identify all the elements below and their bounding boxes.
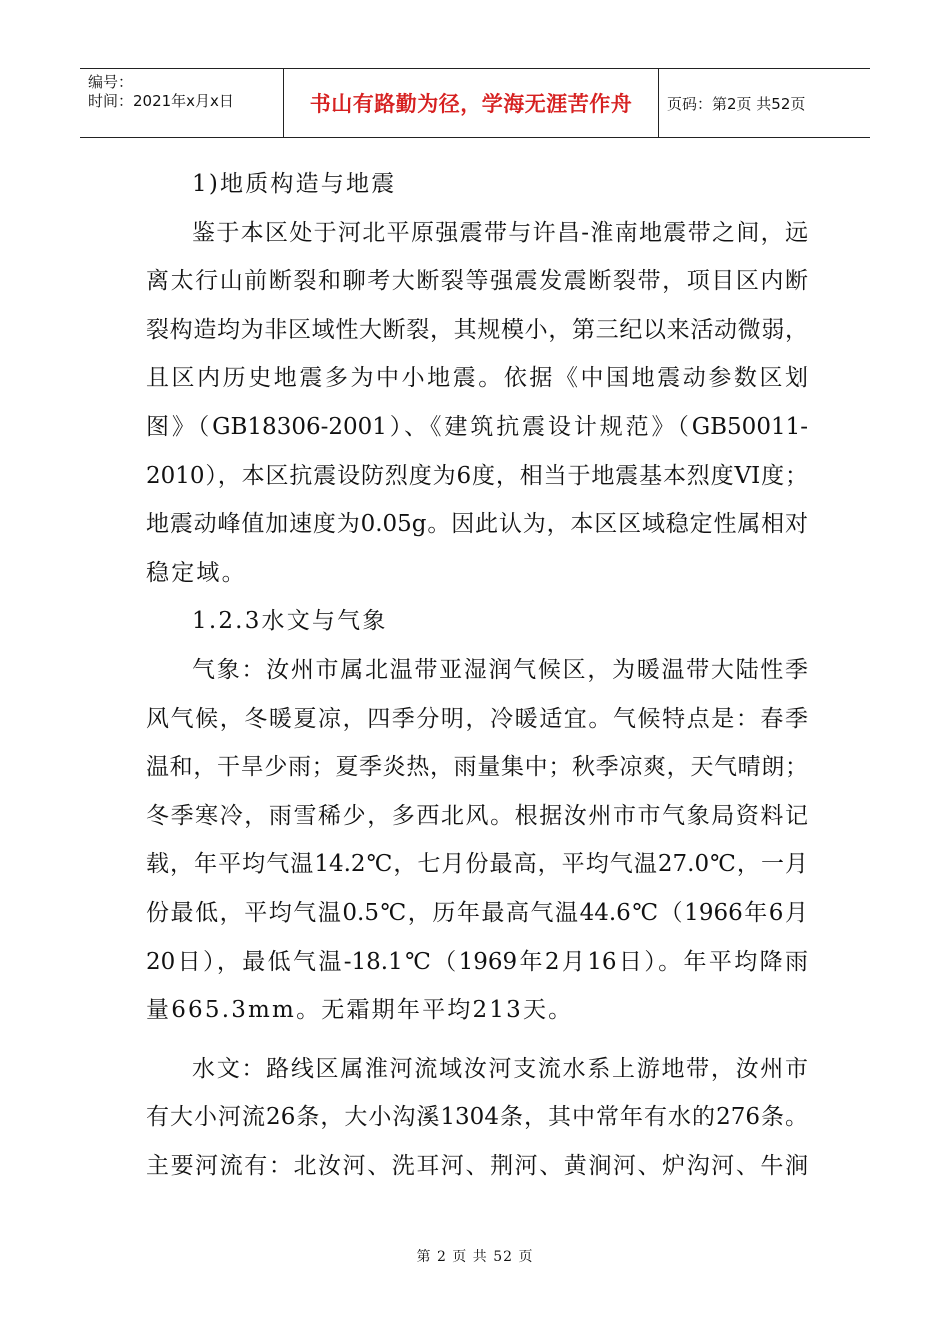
paragraph-line: 水文：路线区属淮河流域汝河支流水系上游地带，汝州市 — [192, 1055, 808, 1082]
page-footer: 第 2 页 共 52 页 — [416, 1249, 534, 1265]
paragraph-line: 份最低，平均气温0.5℃，历年最高气温44.6℃（1966年6月 — [146, 899, 808, 926]
paragraph-line: 且区内历史地震多为中小地震。依据《中国地震动参数区划 — [146, 365, 808, 392]
header-page-info: 页码：第2页 共52页 — [667, 94, 806, 113]
paragraph-line: 主要河流有：北汝河、洗耳河、荆河、黄涧河、炉沟河、牛涧 — [146, 1152, 808, 1179]
paragraph-line: 2010），本区抗震设防烈度为6度，相当于地震基本烈度VI度； — [146, 462, 808, 489]
paragraph-line: 气象：汝州市属北温带亚湿润气候区，为暖温带大陆性季 — [192, 656, 808, 683]
time-label: 时间：2021年x月x日 — [88, 92, 234, 110]
paragraph-line: 鉴于本区处于河北平原强震带与许昌-淮南地震带之间，远 — [192, 219, 808, 246]
paragraph-line: 离太行山前断裂和聊考大断裂等强震发震断裂带，项目区内断 — [146, 268, 808, 295]
paragraph-line: 裂构造均为非区域性大断裂，其规模小，第三纪以来活动微弱， — [146, 316, 808, 343]
paragraph-line: 温和，干旱少雨；夏季炎热，雨量集中；秋季凉爽，天气晴朗； — [146, 754, 808, 781]
header-meta — [80, 69, 284, 137]
section-heading-hydrology: 1.2.3水文与气象 — [192, 608, 388, 635]
section-heading-geology: 1)地质构造与地震 — [192, 171, 397, 197]
paragraph-line: 20日），最低气温-18.1℃（1969年2月16日）。年平均降雨 — [146, 948, 808, 975]
paragraph-line: 地震动峰值加速度为0.05g。因此认为，本区区域稳定性属相对 — [146, 511, 808, 538]
number-label: 编号： — [88, 73, 134, 91]
paragraph-line: 稳定域。 — [146, 559, 247, 586]
paragraph-line: 冬季寒冷，雨雪稀少，多西北风。根据汝州市市气象局资料记 — [146, 802, 808, 829]
document-body — [146, 160, 808, 1190]
document-header — [80, 68, 870, 138]
paragraph-line: 图》（GB18306-2001）、《建筑抗震设计规范》（GB50011- — [146, 413, 808, 440]
paragraph-line: 量665.3mm。无霜期年平均213天。 — [146, 997, 574, 1024]
paragraph-line: 风气候，冬暖夏凉，四季分明，冷暖适宜。气候特点是：春季 — [146, 705, 808, 732]
paragraph-line: 有大小河流26条，大小沟溪1304条，其中常年有水的276条。 — [146, 1104, 808, 1131]
header-motto: 书山有路勤为径，学海无涯苦作舟 — [284, 69, 659, 137]
paragraph-line: 载，年平均气温14.2℃，七月份最高，平均气温27.0℃，一月 — [146, 851, 808, 878]
